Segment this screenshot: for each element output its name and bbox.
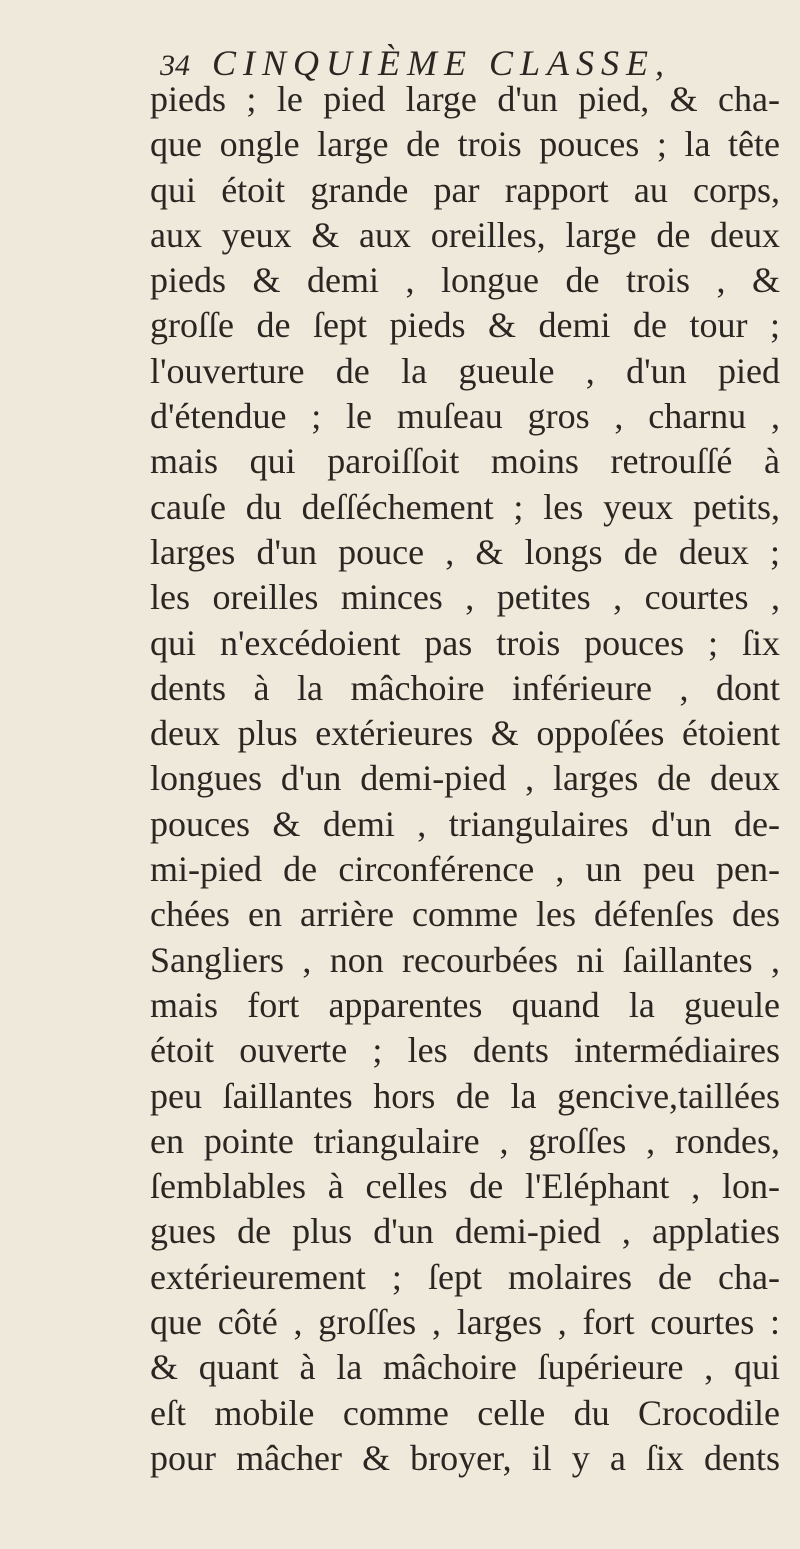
text-line: mais qui paroiſſoit moins retrouſſé à [150, 441, 780, 482]
text-line: qui n'excédoient pas trois pouces ; ſix [150, 622, 780, 663]
text-line: qui étoit grande par rapport au corps, [150, 169, 780, 210]
text-line: extérieurement ; ſept molaires de cha- [150, 1256, 780, 1297]
text-line: pouces & demi , triangulaires d'un de- [150, 803, 780, 844]
text-line: ſemblables à celles de l'Eléphant , lon- [150, 1166, 780, 1207]
text-line: que côté , groſſes , larges , fort courtes : [150, 1302, 780, 1343]
text-line: groſſe de ſept pieds & demi de tour ; [150, 305, 780, 346]
body-text [150, 77, 780, 1481]
text-line: & quant à la mâchoire ſupérieure , qui [150, 1347, 780, 1388]
page-number: 34 [160, 49, 190, 82]
text-line: mi-pied de circonférence , un peu pen- [150, 849, 780, 890]
text-line: larges d'un pouce , & longs de deux ; [150, 531, 780, 572]
text-line: que ongle large de trois pouces ; la tête [150, 124, 780, 165]
text-line: aux yeux & aux oreilles, large de deux [150, 214, 780, 255]
running-title: CINQUIÈME CLASSE, [212, 43, 671, 83]
text-line: gues de plus d'un demi-pied , applaties [150, 1211, 780, 1252]
text-line: cauſe du deſſéchement ; les yeux petits, [150, 486, 780, 527]
text-line: longues d'un demi-pied , larges de deux [150, 758, 780, 799]
text-line: chées en arrière comme les défenſes des [150, 894, 780, 935]
text-line: eſt mobile comme celle du Crocodile [150, 1392, 780, 1433]
text-line: en pointe triangulaire , groſſes , rondes, [150, 1120, 780, 1161]
text-line: Sangliers , non recourbées ni ſaillantes , [150, 939, 780, 980]
text-line: d'étendue ; le muſeau gros , charnu , [150, 396, 780, 437]
text-line: pour mâcher & broyer, il y a ſix dents [150, 1437, 780, 1478]
text-line: mais fort apparentes quand la gueule [150, 984, 780, 1025]
text-line: deux plus extérieures & oppoſées étoient [150, 713, 780, 754]
text-line: peu ſaillantes hors de la gencive,taillées [150, 1075, 780, 1116]
text-line: les oreilles minces , petites , courtes , [150, 577, 780, 618]
text-line: étoit ouverte ; les dents intermédiaires [150, 1030, 780, 1071]
text-line: dents à la mâchoire inférieure , dont [150, 667, 780, 708]
text-line: l'ouverture de la gueule , d'un pied [150, 350, 780, 391]
text-line: pieds & demi , longue de trois , & [150, 260, 780, 301]
text-line: pieds ; le pied large d'un pied, & cha- [150, 79, 780, 119]
